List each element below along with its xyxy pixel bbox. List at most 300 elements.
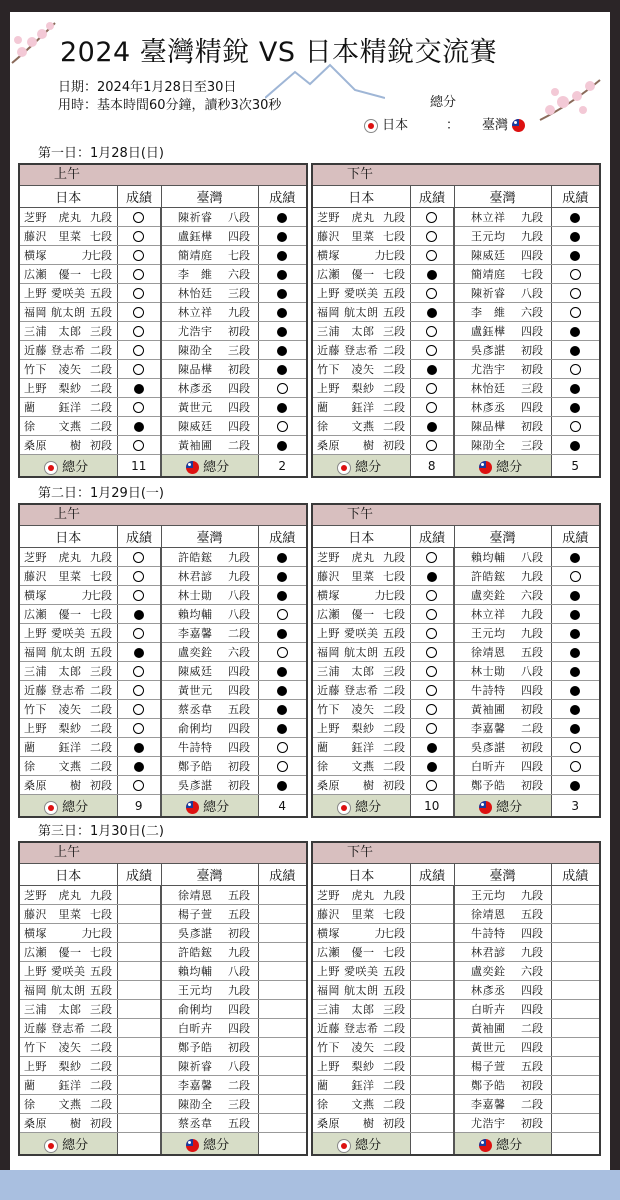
taiwan-player bbox=[454, 567, 551, 586]
table-row bbox=[20, 417, 306, 436]
player-rank: 五段 bbox=[90, 646, 112, 659]
japan-player bbox=[20, 341, 117, 360]
taiwan-player bbox=[454, 905, 551, 924]
japan-result bbox=[117, 322, 161, 341]
col-result: 成績 bbox=[117, 186, 161, 208]
taiwan-result bbox=[551, 681, 599, 700]
player-name: 林士勛 bbox=[178, 589, 213, 602]
player-name: 徐 文燕 bbox=[317, 760, 375, 773]
table-row bbox=[20, 643, 306, 662]
japan-flag-icon bbox=[44, 1139, 58, 1153]
loss-mark bbox=[426, 288, 437, 299]
player-rank: 初段 bbox=[228, 1041, 250, 1054]
taiwan-player bbox=[454, 605, 551, 624]
player-rank: 五段 bbox=[383, 984, 405, 997]
taiwan-player bbox=[454, 643, 551, 662]
japan-player bbox=[313, 662, 410, 681]
taiwan-total-label bbox=[454, 1133, 551, 1155]
taiwan-result bbox=[258, 1038, 306, 1057]
japan-result bbox=[410, 886, 454, 905]
loss-mark bbox=[277, 383, 288, 394]
loss-mark bbox=[426, 440, 437, 451]
japan-result bbox=[117, 360, 161, 379]
japan-total-label bbox=[20, 1133, 117, 1155]
col-result: 成績 bbox=[117, 864, 161, 886]
loss-mark bbox=[426, 628, 437, 639]
taiwan-player bbox=[161, 567, 258, 586]
table-row bbox=[20, 943, 306, 962]
player-name: 福岡 航太朗 bbox=[24, 646, 86, 659]
taiwan-result bbox=[258, 227, 306, 246]
taiwan-total-label bbox=[454, 795, 551, 817]
player-rank: 二段 bbox=[521, 1098, 543, 1111]
loss-mark bbox=[426, 590, 437, 601]
player-rank: 五段 bbox=[383, 306, 405, 319]
loss-mark bbox=[426, 250, 437, 261]
table-row bbox=[20, 924, 306, 943]
taiwan-result bbox=[258, 905, 306, 924]
japan-result bbox=[410, 246, 454, 265]
loss-mark bbox=[426, 780, 437, 791]
taiwan-player bbox=[454, 227, 551, 246]
player-name: 李 維 bbox=[471, 306, 506, 319]
player-rank: 九段 bbox=[383, 211, 405, 224]
japan-result bbox=[410, 643, 454, 662]
player-name: 林怡廷 bbox=[471, 382, 506, 395]
player-name: 藺 鈺洋 bbox=[317, 741, 375, 754]
taiwan-result bbox=[258, 776, 306, 795]
taiwan-player bbox=[161, 943, 258, 962]
taiwan-result bbox=[258, 436, 306, 455]
player-name: 上野 愛咲美 bbox=[317, 627, 379, 640]
player-name: 福岡 航太朗 bbox=[317, 646, 379, 659]
player-name: 吳彥諶 bbox=[178, 779, 213, 792]
taiwan-result bbox=[551, 962, 599, 981]
taiwan-result bbox=[551, 246, 599, 265]
win-mark bbox=[277, 553, 287, 563]
table-row bbox=[20, 757, 306, 776]
table-row bbox=[20, 662, 306, 681]
player-name: 陳威廷 bbox=[471, 249, 506, 262]
sakura-left-icon bbox=[10, 18, 60, 68]
taiwan-flag-icon bbox=[479, 801, 492, 814]
player-rank: 二段 bbox=[383, 684, 405, 697]
player-rank: 二段 bbox=[383, 382, 405, 395]
player-name: 藤沢 里菜 bbox=[317, 230, 375, 243]
player-name: 徐靖恩 bbox=[471, 646, 506, 659]
player-rank: 初段 bbox=[228, 325, 250, 338]
taiwan-flag-icon bbox=[186, 1139, 199, 1152]
player-name: 盧奕銓 bbox=[471, 589, 506, 602]
player-name: 芝野 虎丸 bbox=[317, 889, 375, 902]
table-row bbox=[313, 1057, 599, 1076]
event-date: 日期：2024年1月28日至30日 bbox=[58, 80, 237, 95]
taiwan-player bbox=[454, 265, 551, 284]
japan-result bbox=[117, 905, 161, 924]
player-rank: 三段 bbox=[383, 665, 405, 678]
japan-player bbox=[20, 360, 117, 379]
player-rank: 九段 bbox=[228, 306, 250, 319]
japan-result bbox=[410, 605, 454, 624]
player-name: 許皓鋐 bbox=[178, 551, 213, 564]
taiwan-flag-icon bbox=[186, 461, 199, 474]
win-mark bbox=[570, 686, 580, 696]
player-rank: 七段 bbox=[383, 268, 405, 281]
japan-player bbox=[20, 265, 117, 284]
player-rank: 二段 bbox=[90, 684, 112, 697]
table-row bbox=[20, 436, 306, 455]
japan-player bbox=[313, 738, 410, 757]
win-mark bbox=[570, 629, 580, 639]
player-name: 盧奕銓 bbox=[178, 646, 213, 659]
player-name: 近藤 登志希 bbox=[317, 1022, 379, 1035]
taiwan-result bbox=[551, 567, 599, 586]
taiwan-player bbox=[454, 284, 551, 303]
japan-player bbox=[20, 436, 117, 455]
taiwan-player bbox=[161, 436, 258, 455]
japan-result bbox=[410, 1095, 454, 1114]
taiwan-result bbox=[258, 719, 306, 738]
table-row bbox=[313, 1114, 599, 1133]
player-name: 三浦 太郎 bbox=[24, 1003, 82, 1016]
table-row bbox=[20, 681, 306, 700]
total-text: 總分 bbox=[62, 1138, 89, 1153]
japan-result bbox=[410, 436, 454, 455]
table-row bbox=[20, 303, 306, 322]
player-rank: 二段 bbox=[383, 344, 405, 357]
score-right bbox=[482, 114, 525, 133]
total-text: 總分 bbox=[203, 460, 230, 475]
player-rank: 初段 bbox=[521, 703, 543, 716]
player-rank: 五段 bbox=[90, 287, 112, 300]
taiwan-result bbox=[551, 1095, 599, 1114]
japan-result bbox=[117, 341, 161, 360]
player-rank: 二段 bbox=[383, 363, 405, 376]
player-name: 李 維 bbox=[178, 268, 213, 281]
loss-mark bbox=[133, 269, 144, 280]
total-row bbox=[20, 1133, 306, 1155]
player-name: 楊子萱 bbox=[471, 1060, 506, 1073]
japan-player bbox=[20, 548, 117, 567]
win-mark bbox=[570, 610, 580, 620]
japan-result bbox=[117, 662, 161, 681]
player-rank: 二段 bbox=[90, 363, 112, 376]
japan-result bbox=[117, 227, 161, 246]
taiwan-player bbox=[454, 757, 551, 776]
taiwan-player bbox=[161, 605, 258, 624]
player-rank: 四段 bbox=[521, 1041, 543, 1054]
japan-player bbox=[20, 776, 117, 795]
taiwan-player bbox=[161, 284, 258, 303]
japan-result bbox=[410, 962, 454, 981]
table-row bbox=[313, 662, 599, 681]
player-rank: 七段 bbox=[90, 230, 112, 243]
win-mark bbox=[570, 667, 580, 677]
player-name: 藤沢 里菜 bbox=[317, 908, 375, 921]
taiwan-result bbox=[258, 662, 306, 681]
win-mark bbox=[134, 743, 144, 753]
japan-player bbox=[313, 322, 410, 341]
taiwan-result bbox=[258, 1000, 306, 1019]
japan-player bbox=[313, 379, 410, 398]
japan-result bbox=[117, 776, 161, 795]
win-mark bbox=[277, 270, 287, 280]
taiwan-total bbox=[551, 1133, 599, 1155]
player-name: 林君諺 bbox=[178, 570, 213, 583]
taiwan-player bbox=[161, 624, 258, 643]
player-rank: 二段 bbox=[90, 1041, 112, 1054]
japan-total-label bbox=[20, 795, 117, 817]
taiwan-result bbox=[551, 303, 599, 322]
player-rank: 五段 bbox=[228, 703, 250, 716]
japan-flag-icon bbox=[44, 461, 58, 475]
day-title: 第三日：1月30日(二) bbox=[38, 824, 164, 839]
taiwan-total-label bbox=[454, 455, 551, 477]
player-name: 藤沢 里菜 bbox=[24, 230, 82, 243]
player-name: 広瀬 優一 bbox=[24, 608, 82, 621]
score-left-label: 日本 bbox=[382, 118, 409, 133]
japan-player bbox=[313, 700, 410, 719]
player-rank: 二段 bbox=[383, 1041, 405, 1054]
japan-result bbox=[410, 943, 454, 962]
player-rank: 六段 bbox=[521, 306, 543, 319]
taiwan-result bbox=[258, 924, 306, 943]
player-name: 白昕卉 bbox=[178, 1022, 213, 1035]
player-rank: 二段 bbox=[228, 627, 250, 640]
japan-player bbox=[313, 1114, 410, 1133]
japan-player bbox=[313, 1038, 410, 1057]
loss-mark bbox=[133, 288, 144, 299]
japan-result bbox=[410, 284, 454, 303]
win-mark bbox=[427, 743, 437, 753]
score-right-label: 臺灣 bbox=[482, 118, 509, 133]
taiwan-player bbox=[161, 681, 258, 700]
taiwan-result bbox=[551, 757, 599, 776]
japan-player bbox=[313, 981, 410, 1000]
japan-player bbox=[20, 700, 117, 719]
japan-player bbox=[20, 284, 117, 303]
col-result: 成績 bbox=[410, 864, 454, 886]
japan-player bbox=[313, 605, 410, 624]
player-name: 藺 鈺洋 bbox=[317, 401, 375, 414]
win-mark bbox=[277, 327, 287, 337]
player-name: 黃袖圃 bbox=[471, 1022, 506, 1035]
player-rank: 二段 bbox=[90, 344, 112, 357]
player-name: 三浦 太郎 bbox=[317, 665, 375, 678]
loss-mark bbox=[570, 571, 581, 582]
day-title: 第一日：1月28日(日) bbox=[38, 146, 164, 161]
total-row bbox=[313, 795, 599, 817]
player-name: 上野 梨紗 bbox=[317, 722, 375, 735]
japan-total-label bbox=[313, 455, 410, 477]
japan-result bbox=[410, 398, 454, 417]
table-row bbox=[20, 567, 306, 586]
player-name: 陳品樺 bbox=[178, 363, 213, 376]
results-table bbox=[313, 526, 599, 816]
taiwan-result bbox=[551, 1076, 599, 1095]
japan-player bbox=[313, 208, 410, 227]
player-name: 李嘉馨 bbox=[178, 627, 213, 640]
taiwan-result bbox=[551, 605, 599, 624]
player-rank: 八段 bbox=[228, 589, 250, 602]
taiwan-player bbox=[161, 548, 258, 567]
japan-result bbox=[117, 643, 161, 662]
japan-player bbox=[20, 719, 117, 738]
japan-result bbox=[410, 360, 454, 379]
player-rank: 二段 bbox=[90, 703, 112, 716]
table-row bbox=[313, 981, 599, 1000]
table-row bbox=[313, 1095, 599, 1114]
total-text: 總分 bbox=[496, 800, 523, 815]
table-row bbox=[20, 1076, 306, 1095]
taiwan-player bbox=[161, 886, 258, 905]
japan-result bbox=[117, 284, 161, 303]
player-name: 林彥丞 bbox=[471, 401, 506, 414]
col-result: 成績 bbox=[258, 186, 306, 208]
player-name: 藤沢 里菜 bbox=[24, 570, 82, 583]
japan-result bbox=[117, 417, 161, 436]
table-row bbox=[20, 1057, 306, 1076]
japan-result bbox=[117, 700, 161, 719]
player-rank: 初段 bbox=[228, 760, 250, 773]
player-name: 賴均輔 bbox=[471, 551, 506, 564]
taiwan-player bbox=[161, 398, 258, 417]
player-name: 福岡 航太朗 bbox=[317, 306, 379, 319]
taiwan-player bbox=[454, 322, 551, 341]
player-rank: 二段 bbox=[228, 1079, 250, 1092]
player-rank: 四段 bbox=[521, 401, 543, 414]
player-rank: 二段 bbox=[383, 420, 405, 433]
player-name: 上野 梨紗 bbox=[317, 1060, 375, 1073]
col-japan: 日本 bbox=[313, 186, 410, 208]
player-rank: 初段 bbox=[383, 1117, 405, 1130]
taiwan-player bbox=[161, 303, 258, 322]
col-taiwan: 臺灣 bbox=[454, 864, 551, 886]
player-rank: 初段 bbox=[228, 779, 250, 792]
table-row bbox=[313, 681, 599, 700]
player-rank: 五段 bbox=[90, 965, 112, 978]
player-name: 三浦 太郎 bbox=[24, 665, 82, 678]
taiwan-result bbox=[551, 379, 599, 398]
taiwan-player bbox=[161, 379, 258, 398]
player-name: 上野 梨紗 bbox=[24, 382, 82, 395]
japan-player bbox=[313, 905, 410, 924]
japan-result bbox=[410, 981, 454, 1000]
session-heading: 上午 bbox=[20, 505, 306, 526]
player-name: 黃袖圃 bbox=[178, 439, 213, 452]
player-rank: 二段 bbox=[90, 760, 112, 773]
table-row bbox=[313, 360, 599, 379]
loss-mark bbox=[570, 307, 581, 318]
player-rank: 四段 bbox=[521, 684, 543, 697]
loss-mark bbox=[426, 212, 437, 223]
player-rank: 二段 bbox=[383, 741, 405, 754]
player-name: 福岡 航太朗 bbox=[24, 984, 86, 997]
table-row bbox=[313, 924, 599, 943]
table-row bbox=[313, 624, 599, 643]
taiwan-total: 5 bbox=[551, 455, 599, 477]
taiwan-result bbox=[258, 1114, 306, 1133]
player-rank: 四段 bbox=[228, 722, 250, 735]
player-rank: 三段 bbox=[521, 439, 543, 452]
japan-player bbox=[20, 1000, 117, 1019]
table-row bbox=[20, 1114, 306, 1133]
japan-result bbox=[410, 548, 454, 567]
player-rank: 初段 bbox=[90, 439, 112, 452]
japan-total bbox=[117, 1133, 161, 1155]
player-name: 牛詩特 bbox=[178, 741, 213, 754]
player-name: 上野 愛咲美 bbox=[317, 965, 379, 978]
player-name: 林士勛 bbox=[471, 665, 506, 678]
player-rank: 四段 bbox=[521, 760, 543, 773]
japan-player bbox=[20, 322, 117, 341]
japan-player bbox=[20, 379, 117, 398]
loss-mark bbox=[133, 364, 144, 375]
taiwan-result bbox=[551, 943, 599, 962]
loss-mark bbox=[133, 250, 144, 261]
player-name: 林立祥 bbox=[471, 211, 506, 224]
japan-result bbox=[410, 1114, 454, 1133]
taiwan-result bbox=[258, 962, 306, 981]
japan-player bbox=[313, 643, 410, 662]
win-mark bbox=[570, 232, 580, 242]
player-rank: 二段 bbox=[90, 1079, 112, 1092]
win-mark bbox=[277, 403, 287, 413]
table-row bbox=[20, 776, 306, 795]
col-result: 成績 bbox=[551, 526, 599, 548]
taiwan-result bbox=[551, 398, 599, 417]
taiwan-result bbox=[258, 624, 306, 643]
table-row bbox=[20, 398, 306, 417]
taiwan-total bbox=[258, 1133, 306, 1155]
japan-player bbox=[20, 417, 117, 436]
player-rank: 初段 bbox=[228, 363, 250, 376]
japan-result bbox=[410, 757, 454, 776]
taiwan-result bbox=[258, 1076, 306, 1095]
win-mark bbox=[277, 629, 287, 639]
taiwan-player bbox=[454, 662, 551, 681]
taiwan-player bbox=[161, 962, 258, 981]
player-rank: 初段 bbox=[521, 344, 543, 357]
player-name: 許皓鋐 bbox=[178, 946, 213, 959]
taiwan-result bbox=[258, 398, 306, 417]
taiwan-result bbox=[551, 341, 599, 360]
taiwan-player bbox=[161, 246, 258, 265]
japan-result bbox=[410, 303, 454, 322]
session-am bbox=[18, 841, 308, 1156]
taiwan-player bbox=[454, 246, 551, 265]
player-name: 近藤 登志希 bbox=[317, 344, 379, 357]
win-mark bbox=[277, 289, 287, 299]
player-name: 林彥丞 bbox=[471, 984, 506, 997]
player-rank: 二段 bbox=[383, 760, 405, 773]
player-rank: 五段 bbox=[90, 627, 112, 640]
japan-result bbox=[117, 981, 161, 1000]
japan-player bbox=[313, 341, 410, 360]
player-rank: 初段 bbox=[383, 779, 405, 792]
taiwan-flag-icon bbox=[186, 801, 199, 814]
player-name: 藺 鈺洋 bbox=[24, 401, 82, 414]
japan-player bbox=[20, 905, 117, 924]
player-name: 近藤 登志希 bbox=[317, 684, 379, 697]
japan-player bbox=[313, 1019, 410, 1038]
time-control: 用時：基本時間60分鐘，讀秒3次30秒 bbox=[58, 98, 282, 113]
japan-player bbox=[313, 265, 410, 284]
taiwan-result bbox=[551, 1038, 599, 1057]
player-name: 上野 愛咲美 bbox=[24, 965, 86, 978]
player-name: 許皓鋐 bbox=[471, 570, 506, 583]
loss-mark bbox=[133, 307, 144, 318]
